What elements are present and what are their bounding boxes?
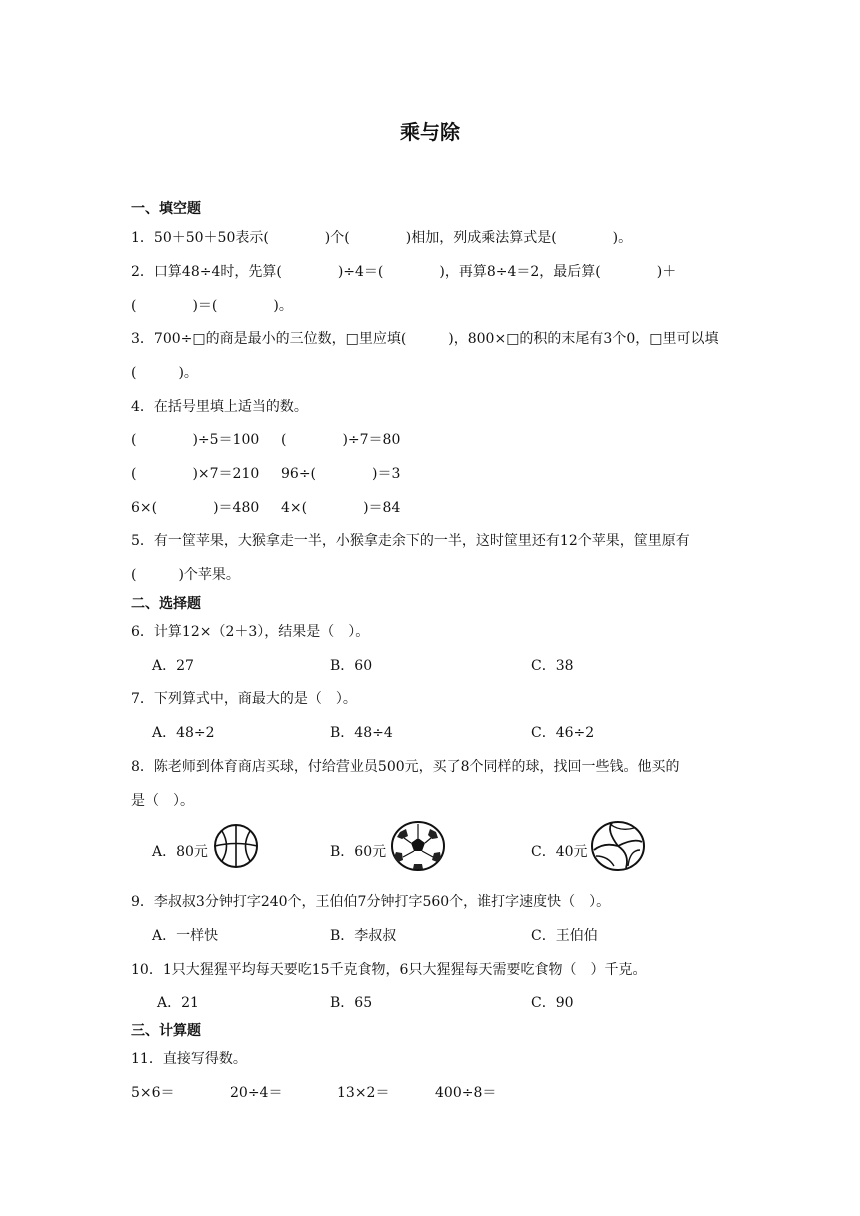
question-3-line-1: 3．700÷□的商是最小的三位数，□里应填( )，800×□的积的末尾有3个0，□里可以填 — [131, 331, 719, 347]
q6-option-c: C．38 — [531, 658, 574, 674]
q6-option-a: A．27 — [152, 658, 194, 674]
q9-option-b: B．李叔叔 — [330, 928, 397, 944]
q7-option-a: A．48÷2 — [152, 725, 215, 741]
question-11: 11．直接写得数。 — [131, 1051, 247, 1067]
q11-item: 20÷4＝ — [230, 1085, 283, 1101]
q9-option-c: C．王伯伯 — [531, 928, 598, 944]
volleyball-icon — [590, 820, 646, 872]
q10-option-b: B．65 — [330, 995, 373, 1011]
q6-option-b: B．60 — [330, 658, 373, 674]
q4-item: 96÷( )＝3 — [281, 466, 401, 482]
q11-item: 5×6＝ — [131, 1085, 175, 1101]
q4-item: ( )÷7＝80 — [281, 432, 401, 448]
q7-option-b: B．48÷4 — [330, 725, 393, 741]
question-2-line-1: 2．口算48÷4时，先算( )÷4＝( )，再算8÷4＝2，最后算( )＋ — [131, 264, 677, 280]
question-2-line-2: ( )＝( )。 — [131, 298, 293, 314]
q7-option-c: C．46÷2 — [531, 725, 595, 741]
question-6: 6．计算12×（2＋3），结果是（ ）。 — [131, 624, 370, 640]
q4-item: 4×( )＝84 — [281, 500, 401, 516]
section-heading-fill-in: 一、填空题 — [131, 201, 201, 217]
question-1: 1．50＋50＋50表示( )个( )相加，列成乘法算式是( )。 — [131, 230, 633, 246]
question-9: 9．李叔叔3分钟打字240个，王伯伯7分钟打字560个，谁打字速度快（ ）。 — [131, 894, 611, 910]
page-title: 乘与除 — [400, 120, 460, 144]
question-4: 4．在括号里填上适当的数。 — [131, 399, 308, 415]
question-5-line-1: 5．有一筐苹果，大猴拿走一半，小猴拿走余下的一半，这时筐里还有12个苹果，筐里原有 — [131, 533, 690, 549]
soccer-ball-icon — [390, 820, 446, 872]
q9-option-a: A．一样快 — [152, 928, 219, 944]
q4-item: 6×( )＝480 — [131, 500, 260, 516]
question-10: 10．1只大猩猩平均每天要吃15千克食物，6只大猩猩每天需要吃食物（ ）千克。 — [131, 962, 647, 978]
q11-item: 13×2＝ — [337, 1085, 390, 1101]
q8-option-b: B．60元 — [330, 844, 387, 860]
q8-option-c: C．40元 — [531, 844, 588, 860]
question-8-line-1: 8．陈老师到体育商店买球，付给营业员500元，买了8个同样的球，找回一些钱。他买的 — [131, 759, 680, 775]
q11-item: 400÷8＝ — [435, 1085, 497, 1101]
question-8-line-2: 是（ ）。 — [131, 793, 194, 809]
section-heading-calculation: 三、计算题 — [131, 1023, 201, 1039]
q10-option-c: C．90 — [531, 995, 574, 1011]
question-5-line-2: ( )个苹果。 — [131, 567, 240, 583]
q4-item: ( )×7＝210 — [131, 466, 260, 482]
q10-option-a: A．21 — [157, 995, 199, 1011]
section-heading-choice: 二、选择题 — [131, 596, 201, 612]
basketball-icon — [213, 823, 259, 869]
question-7: 7．下列算式中，商最大的是（ ）。 — [131, 691, 357, 707]
question-3-line-2: ( )。 — [131, 365, 198, 381]
q4-item: ( )÷5＝100 — [131, 432, 260, 448]
q8-option-a: A．80元 — [152, 844, 208, 860]
